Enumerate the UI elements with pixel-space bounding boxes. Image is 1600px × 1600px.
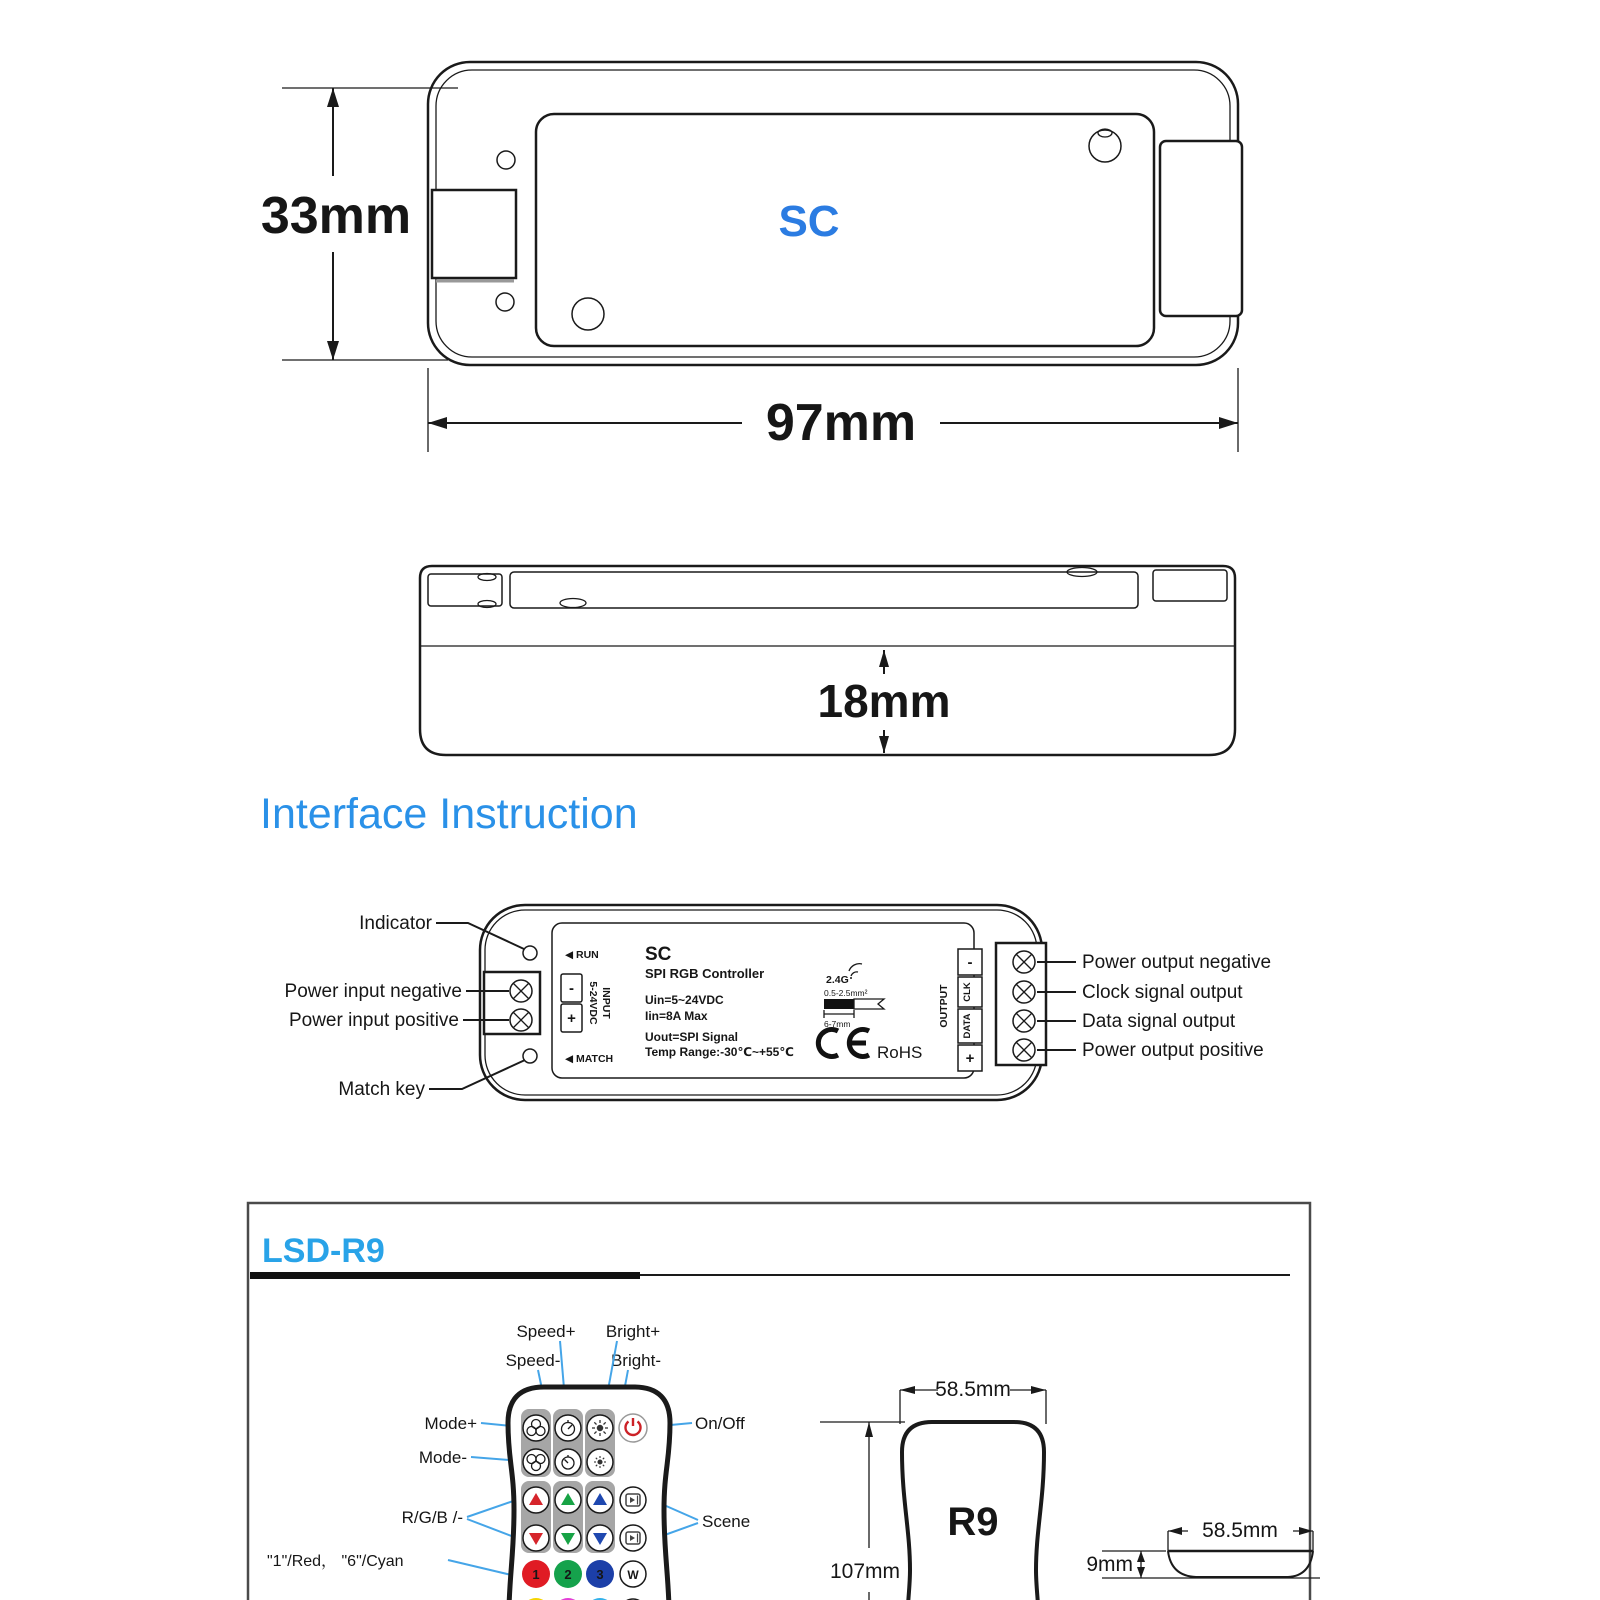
run-label: ◀ RUN — [565, 949, 599, 961]
title-underline-thick — [250, 1272, 640, 1279]
panel-model: SC — [645, 944, 672, 965]
callout-data-out: Data signal output — [1082, 1011, 1236, 1032]
spec-uout: Uout=SPI Signal — [645, 1030, 739, 1044]
key-2-label: 2 — [564, 1567, 572, 1582]
callout-power-out-pos: Power output positive — [1082, 1040, 1264, 1061]
bright-minus-icon — [594, 1456, 606, 1468]
r9-width-label: 58.5mm — [935, 1378, 1011, 1401]
r9-model-label: R9 — [947, 1500, 999, 1544]
rohs-label: RoHS — [877, 1043, 923, 1062]
rf-label: 2.4G — [826, 974, 849, 986]
r9-height-label: 107mm — [829, 1560, 901, 1583]
remote-panel — [248, 1203, 1320, 1600]
key-w-label: W — [627, 1568, 639, 1582]
match-label: ◀ MATCH — [565, 1053, 614, 1065]
label-key-note: "1"/Red， "6"/Cyan — [267, 1553, 404, 1570]
spec-temp: Temp Range:-30℃~+55℃ — [645, 1045, 794, 1059]
top-view-drawing — [261, 62, 1242, 452]
indicator-led — [523, 946, 537, 960]
screw-hole — [496, 293, 514, 311]
out-data: DATA — [962, 1013, 973, 1039]
label-mode-minus: Mode- — [418, 1448, 467, 1467]
out-minus: - — [967, 954, 973, 971]
height-dim-label: 33mm — [260, 187, 412, 245]
remote-control-drawing — [508, 1387, 670, 1600]
callout-match-key: Match key — [338, 1079, 425, 1100]
r9-dimension-drawing — [820, 1378, 1046, 1600]
callout-clock-out: Clock signal output — [1082, 982, 1243, 1003]
label-bright-minus: Bright- — [610, 1351, 662, 1370]
label-bright-plus: Bright+ — [605, 1322, 661, 1341]
input-plus: + — [567, 1010, 576, 1027]
callout-indicator: Indicator — [359, 913, 432, 934]
thickness-dim-label: 18mm — [817, 675, 951, 727]
r9-profile-width-label: 58.5mm — [1202, 1519, 1278, 1542]
label-speed-minus: Speed- — [505, 1351, 561, 1370]
panel-border — [248, 1203, 1310, 1600]
interface-diagram — [285, 905, 1272, 1100]
side-view-drawing — [420, 566, 1235, 755]
output-group-label: OUTPUT — [938, 984, 950, 1028]
panel-subtitle: SPI RGB Controller — [645, 966, 765, 981]
wire-gauge-label: 0.5-2.5mm² — [824, 988, 868, 998]
right-callouts — [1037, 952, 1271, 1061]
key-3-label: 3 — [596, 1567, 604, 1582]
spec-uin: Uin=5~24VDC — [645, 993, 724, 1007]
match-button-top — [572, 298, 604, 330]
label-scene: Scene — [702, 1512, 751, 1531]
width-dimension — [428, 368, 1238, 452]
side-right-tab — [1153, 570, 1227, 601]
interface-heading: Interface Instruction — [260, 790, 638, 838]
top-view-model-label: SC — [778, 197, 840, 246]
input-terminal-recess — [432, 190, 516, 278]
wire-strip-label: 6-7mm — [824, 1019, 851, 1029]
label-on-off: On/Off — [695, 1414, 745, 1433]
bright-plus-icon — [592, 1420, 608, 1436]
output-terminal-recess — [1160, 141, 1242, 316]
out-plus: + — [965, 1050, 975, 1067]
input-voltage-label: 5-24VDC — [587, 981, 599, 1025]
r9-profile-outline — [1168, 1551, 1313, 1577]
input-group-label: INPUT — [600, 987, 612, 1019]
r9-profile-drawing — [1086, 1519, 1320, 1578]
spec-iin: Iin=8A Max — [645, 1009, 708, 1023]
out-clk: CLK — [962, 982, 973, 1002]
r9-depth-label: 9mm — [1086, 1553, 1133, 1576]
callout-power-in-pos: Power input positive — [288, 1010, 459, 1031]
width-dim-label: 97mm — [765, 394, 917, 452]
label-mode-plus: Mode+ — [424, 1414, 477, 1433]
callout-power-in-neg: Power input negative — [284, 981, 462, 1002]
label-speed-plus: Speed+ — [516, 1322, 576, 1341]
speed-plus-button — [555, 1415, 581, 1441]
speed-minus-button — [555, 1449, 581, 1475]
indicator-lens-top — [1089, 130, 1121, 162]
panel-title: LSD-R9 — [262, 1232, 385, 1270]
label-rgb: R/G/B /- — [401, 1508, 463, 1527]
input-minus: - — [569, 980, 574, 997]
callout-power-out-neg: Power output negative — [1082, 952, 1272, 973]
key-1-label: 1 — [532, 1567, 540, 1582]
controller-face-plate — [536, 114, 1154, 346]
screw-hole — [497, 151, 515, 169]
side-groove — [510, 572, 1138, 608]
